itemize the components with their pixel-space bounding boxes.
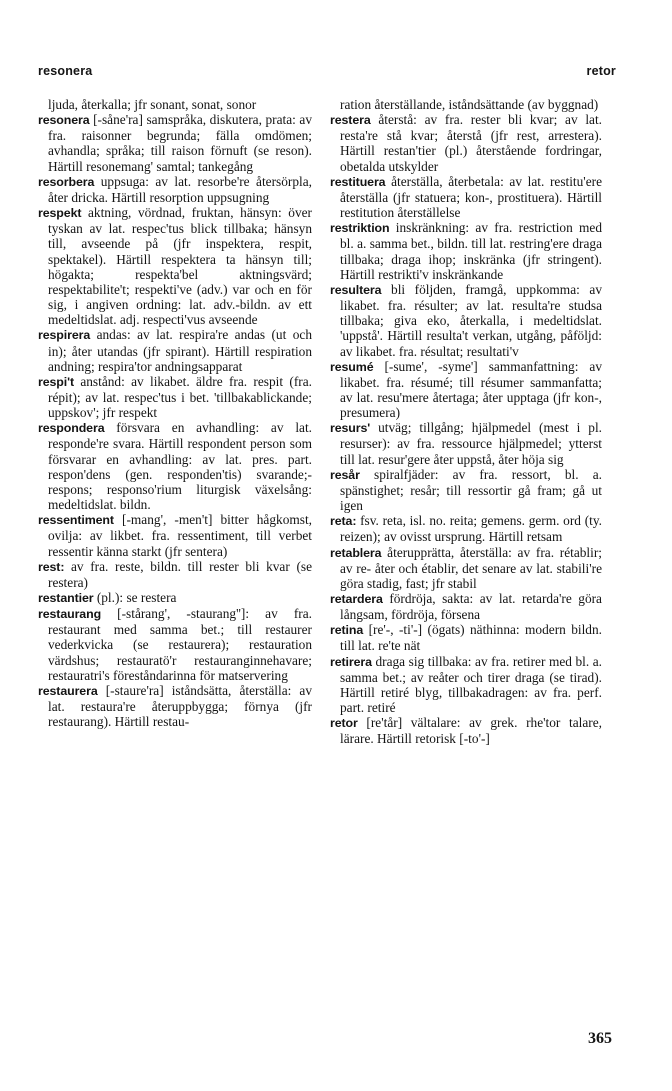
- entry-text: återstå: av fra. rester bli kvar; av lat. resta're stå kvar; återstå (jfr rest, arrestera). Härtill restan'tier (pl.) återstående fordringar, obetalda utskylder: [340, 112, 602, 174]
- guide-word-right: retor: [586, 64, 616, 78]
- entry-headword: respondera: [38, 421, 105, 436]
- dictionary-entry: [38, 174, 312, 205]
- entry-text: draga sig tillbaka: av fra. retirer med bl. a. samma bet.; av reåter och tirer draga (se tirad). Härtill retiré blyg, tillbakadragen: av fra. perf. part. retiré: [340, 653, 602, 716]
- dictionary-entry: [38, 559, 312, 590]
- entry-headword: resorbera: [38, 174, 95, 189]
- entry-text: uppsuga: av lat. resorbe're återsörpla, åter dricka. Härtill resorption uppsugning: [48, 173, 312, 205]
- entry-headword: restera: [330, 113, 371, 128]
- dictionary-entry: [330, 513, 602, 544]
- entry-headword: ressentiment: [38, 513, 114, 528]
- entry-headword: retirera: [330, 654, 372, 669]
- right-column: [330, 97, 602, 747]
- entry-headword: resonera: [38, 113, 90, 128]
- dictionary-entry: [330, 282, 602, 359]
- entry-headword: restantier: [38, 591, 94, 605]
- dictionary-entry: [330, 654, 602, 716]
- entry-text: [re'tår] vältalare: av grek. rhe'tor talare, lärare. Härtill retorisk [-to'-]: [340, 715, 602, 747]
- dictionary-entry: [330, 220, 602, 282]
- dictionary-entry: [38, 683, 312, 729]
- entry-headword: respekt: [38, 206, 82, 221]
- dictionary-entry: [330, 545, 602, 591]
- dictionary-entry: [38, 590, 312, 606]
- entry-text: andas: av lat. respira're andas (ut och in); åter utandas (jfr spirant). Härtill respiration andning; respira'tor andningsapparat: [48, 327, 312, 374]
- dictionary-entry: [38, 512, 312, 558]
- dictionary-entry: [330, 420, 602, 466]
- entry-text: spiralfjäder: av fra. ressort, bl. a. spänstighet; resår; till ressortir gå fram; gå ut igen: [340, 466, 602, 514]
- entry-text: ljuda, återkalla; jfr sonant, sonat, sonor: [48, 97, 257, 112]
- entry-text: (pl.): se restera: [93, 590, 177, 605]
- entry-text: återställa, återbetala: av lat. restitu'ere återställa (jfr statuera; kon-, prostituera). Härtill restitution återställelse: [340, 173, 602, 221]
- entry-text: [-staure'ra] iståndsätta, återställa: av lat. restaura're återuppbygga; förnya (jfr restaurang). Härtill restau-: [48, 682, 312, 730]
- entry-headword: restituera: [330, 174, 386, 189]
- dictionary-entry: [38, 420, 312, 512]
- dictionary-entry: [330, 112, 602, 174]
- entry-headword: retablera: [330, 545, 382, 560]
- entry-text: bli följden, framgå, uppkomma: av likabet. fra. résulter; av lat. resulta're studsa tillbaka; giva eko, återkalla, i medeltidslat. 'uppstå'. Härtill resulta't verkan, utgång, påföljd: av likabet. fra. résultat; resultati'v: [340, 281, 602, 359]
- entry-text: återupprätta, återställa: av fra. rétablir; av re- åter och établir, det senare av lat. stabili're göra stadig, fast; jfr stabil: [340, 544, 602, 591]
- entry-headword: retor: [330, 716, 358, 731]
- entry-text: utväg; tillgång; hjälpmedel (mest i pl. resurser): av fra. ressource hjälpmedel; ytterst till lat. resur'gere åter uppstå, åter höja sig: [340, 420, 602, 467]
- entry-text: försvara en avhandling: av lat. responde're svara. Härtill respondent person som försvarar en avhandling: av lat. pres. part. respon'dens (gen. responden'tis) svarande;- respons; responso'rium liturgisk växelsång: medeltidslat. bildn.: [48, 420, 312, 513]
- entry-headword: resumé: [330, 359, 374, 374]
- entry-headword: respi't: [38, 374, 74, 389]
- dictionary-entry: [330, 174, 602, 220]
- entry-headword: retina: [330, 623, 364, 638]
- dictionary-entry: [330, 622, 602, 653]
- entry-text: [-stårang', -staurang'']: av fra. restaurant med samma bet.; till restaurer vederkvicka (se restaurera); restauration värdshus; restauratö'r restauranginnehavare; restauratri's föreståndarinna för matservering: [48, 606, 312, 683]
- guide-word-left: resonera: [38, 64, 93, 78]
- dictionary-entry: [38, 205, 312, 327]
- entry-headword: resultera: [330, 282, 382, 297]
- entry-headword: resurs': [330, 421, 371, 436]
- dictionary-entry: [38, 374, 312, 420]
- entry-text: fsv. reta, isl. no. reita; gemens. germ. ord (ty. reizen); av ovisst ursprung. Härtill retsam: [340, 513, 602, 545]
- entry-headword: restaurang: [38, 607, 102, 622]
- entry-headword: respirera: [38, 328, 91, 343]
- entry-headword: retardera: [330, 592, 383, 606]
- entry-headword: reta:: [330, 514, 357, 529]
- entry-headword: restaurera: [38, 683, 98, 698]
- page-number: 365: [588, 1030, 612, 1047]
- dictionary-entry: [330, 359, 602, 421]
- entry-text: fördröja, sakta: av lat. retarda're göra långsam, fördröja, försena: [340, 591, 602, 623]
- dictionary-entry: [330, 591, 602, 622]
- dictionary-entry: [38, 327, 312, 373]
- entry-headword: resår: [330, 467, 360, 482]
- entry-text: inskränkning: av fra. restriction med bl. a. samma bet., bildn. till lat. restring'ere draga tillbaka; draga ihop; inskränka (jfr stringent). Härtill restrikti'v inskränkande: [340, 220, 602, 282]
- entry-text: [-mang', -men't] bitter hågkomst, ovilja: av likbet. fra. ressentiment, till verbet ressentir känna starkt (jfr sentera): [48, 512, 312, 559]
- dictionary-entry: [330, 715, 602, 746]
- entry-text: av fra. reste, bildn. till rester bli kvar (se restera): [48, 558, 312, 590]
- entry-text: aktning, vördnad, fruktan, hänsyn: över tyskan av lat. respec'tus blick tillbaka; hänsyn till, avseende på (jfr inspektera, respit, spektakel). Härtill respektera ta hänsyn till; högakta; respekta'bel aktningsvärd; respektabilite't; respekti've (adv.) var och en för sig, i angiven ordning: lat. adv.-bildn. av ett medeltidslat. adj. respecti'vus avseende: [48, 205, 312, 328]
- entry-text: ration återställande, iståndsättande (av byggnad): [340, 97, 599, 112]
- entry-headword: rest:: [38, 559, 65, 574]
- dictionary-entry: [38, 606, 312, 683]
- dictionary-entry: [330, 467, 602, 513]
- dictionary-entry: [330, 97, 602, 112]
- entry-text: [-såne'ra] samspråka, diskutera, prata: av fra. raisonner begrunda; fälla omdömen; avhandla; språka; till raison förnuft (se reson). Härtill resonemang' samtal; tankegång: [48, 112, 312, 174]
- entry-text: [re'-, -ti'-] (ögats) näthinna: modern bildn. till lat. re'te nät: [340, 622, 602, 654]
- entry-text: anstånd: av likabet. äldre fra. respit (fra. répit); av lat. respec'tus i bet. 'tillbakablickande; uppskov'; jfr respekt: [48, 373, 312, 421]
- left-column: [38, 97, 312, 729]
- entry-text: [-sume', -syme'] sammanfattning: av likabet. fra. résumé; till résumer sammanfatta; av lat. resu'mere återtaga; åter upptaga (jfr kon-, presumera): [340, 358, 602, 421]
- dictionary-entry: [38, 112, 312, 174]
- dictionary-entry: [38, 97, 312, 112]
- entry-headword: restriktion: [330, 221, 390, 236]
